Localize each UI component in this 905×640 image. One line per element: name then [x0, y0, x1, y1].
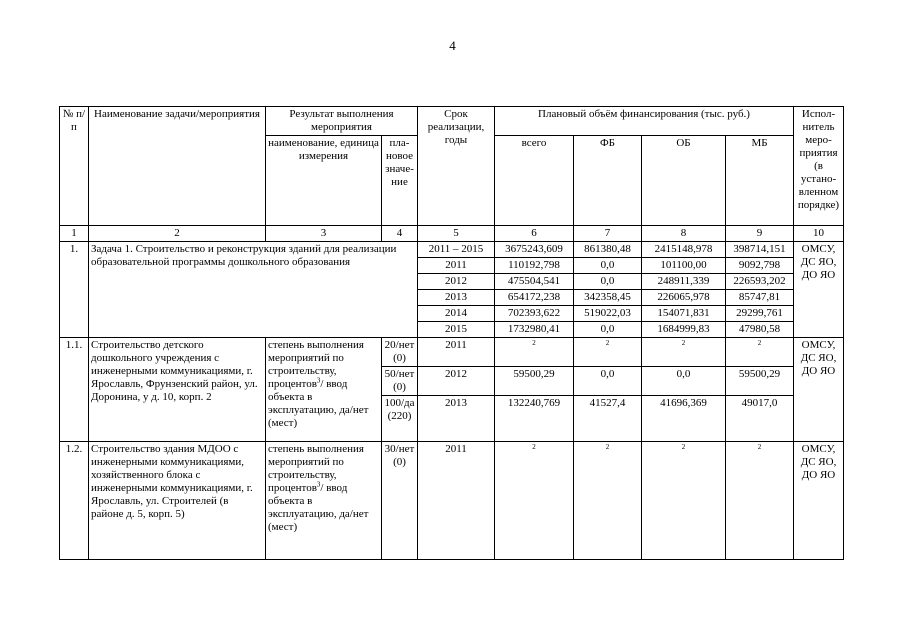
fb-cell: 861380,48: [574, 242, 642, 258]
ob-cell: 1684999,83: [642, 322, 726, 338]
column-number: 9: [726, 226, 794, 242]
financing-plan-table: [59, 106, 844, 560]
column-number: 2: [89, 226, 266, 242]
fb-cell: 0,0: [574, 367, 642, 396]
column-numbers-row: [60, 226, 844, 242]
footnote-mark: 2: [726, 338, 794, 367]
mb-cell: 85747,81: [726, 290, 794, 306]
total-cell: 475504,541: [495, 274, 574, 290]
table-header-row: [60, 107, 844, 136]
fb-cell: 0,0: [574, 274, 642, 290]
column-number: 8: [642, 226, 726, 242]
ob-cell: 226065,978: [642, 290, 726, 306]
total-cell: 1732980,41: [495, 322, 574, 338]
item-title: Строительство здания МДОО с инженерными коммуникациями, хозяйственного блока с инженерными коммуникациями, г. Ярославль, ул. Строителей (в районе д. 5, корп. 5): [89, 442, 266, 560]
footnote-mark: 2: [574, 338, 642, 367]
mb-cell: 29299,761: [726, 306, 794, 322]
column-number: 7: [574, 226, 642, 242]
total-cell: 702393,622: [495, 306, 574, 322]
executor-cell: ОМСУ, ДС ЯО, ДО ЯО: [794, 442, 844, 560]
year-cell: 2011 – 2015: [418, 242, 495, 258]
fb-cell: 519022,03: [574, 306, 642, 322]
column-number: 6: [495, 226, 574, 242]
mb-cell: 9092,798: [726, 258, 794, 274]
plan-value-cell: 100/да (220): [382, 396, 418, 442]
header-total: всего: [495, 136, 574, 226]
column-number: 1: [60, 226, 89, 242]
footnote-mark: 2: [642, 442, 726, 560]
header-ob: ОБ: [642, 136, 726, 226]
fb-cell: 342358,45: [574, 290, 642, 306]
header-term: Срок реализации, годы: [418, 107, 495, 226]
mb-cell: 47980,58: [726, 322, 794, 338]
header-fb: ФБ: [574, 136, 642, 226]
column-number: 5: [418, 226, 495, 242]
ob-cell: 41696,369: [642, 396, 726, 442]
header-result-name: наименование, единица измерения: [266, 136, 382, 226]
row-num: 1.: [60, 242, 89, 338]
ob-cell: 0,0: [642, 367, 726, 396]
plan-value-cell: 50/нет (0): [382, 367, 418, 396]
ob-cell: 101100,00: [642, 258, 726, 274]
year-cell: 2012: [418, 367, 495, 396]
header-num: № п/п: [60, 107, 89, 226]
task-title: Задача 1. Строительство и реконструкция зданий для реализации образовательной программы дошкольного образования: [89, 242, 418, 338]
total-cell: 110192,798: [495, 258, 574, 274]
table-row: [60, 242, 844, 258]
header-result: Результат выполнения мероприятия: [266, 107, 418, 136]
ob-cell: 2415148,978: [642, 242, 726, 258]
footnote-mark: 2: [495, 442, 574, 560]
year-cell: 2015: [418, 322, 495, 338]
total-cell: 3675243,609: [495, 242, 574, 258]
table-row: [60, 338, 844, 367]
plan-value-cell: 20/нет (0): [382, 338, 418, 367]
year-cell: 2011: [418, 442, 495, 560]
page-number: 4: [449, 38, 456, 53]
footnote-mark: 2: [495, 338, 574, 367]
mb-cell: 49017,0: [726, 396, 794, 442]
header-finance: Плановый объём финансирования (тыс. руб.): [495, 107, 794, 136]
column-number: 10: [794, 226, 844, 242]
total-cell: 59500,29: [495, 367, 574, 396]
fb-cell: 0,0: [574, 322, 642, 338]
row-num: 1.2.: [60, 442, 89, 560]
result-description: степень выполнения мероприятий по строительству, процентов$^3$/ ввод объекта в эксплуатацию, да/нет (мест): [266, 338, 382, 442]
header-result-plan: пла-новое значе-ние: [382, 136, 418, 226]
executor-cell: ОМСУ, ДС ЯО, ДО ЯО: [794, 242, 844, 338]
result-description: степень выполнения мероприятий по строительству, процентов$^3$/ ввод объекта в эксплуатацию, да/нет (мест): [266, 442, 382, 560]
total-cell: 132240,769: [495, 396, 574, 442]
year-cell: 2012: [418, 274, 495, 290]
header-executor: Испол-нитель меро-приятия (в устано-вленном порядке): [794, 107, 844, 226]
fb-cell: 0,0: [574, 258, 642, 274]
ob-cell: 248911,339: [642, 274, 726, 290]
footnote-mark: 2: [726, 442, 794, 560]
footnote-mark: 2: [574, 442, 642, 560]
year-cell: 2014: [418, 306, 495, 322]
year-cell: 2011: [418, 338, 495, 367]
header-name: Наименование задачи/мероприятия: [89, 107, 266, 226]
footnote-mark: 2: [642, 338, 726, 367]
column-number: 4: [382, 226, 418, 242]
year-cell: 2011: [418, 258, 495, 274]
header-mb: МБ: [726, 136, 794, 226]
fb-cell: 41527,4: [574, 396, 642, 442]
table-row: [60, 442, 844, 560]
mb-cell: 59500,29: [726, 367, 794, 396]
mb-cell: 398714,151: [726, 242, 794, 258]
executor-cell: ОМСУ, ДС ЯО, ДО ЯО: [794, 338, 844, 442]
year-cell: 2013: [418, 396, 495, 442]
row-num: 1.1.: [60, 338, 89, 442]
year-cell: 2013: [418, 290, 495, 306]
plan-value-cell: 30/нет (0): [382, 442, 418, 560]
column-number: 3: [266, 226, 382, 242]
total-cell: 654172,238: [495, 290, 574, 306]
mb-cell: 226593,202: [726, 274, 794, 290]
item-title: Строительство детского дошкольного учреждения с инженерными коммуникациями, г. Ярославль, Фрунзенский район, ул. Доронина, у д. 10, корп. 2: [89, 338, 266, 442]
ob-cell: 154071,831: [642, 306, 726, 322]
